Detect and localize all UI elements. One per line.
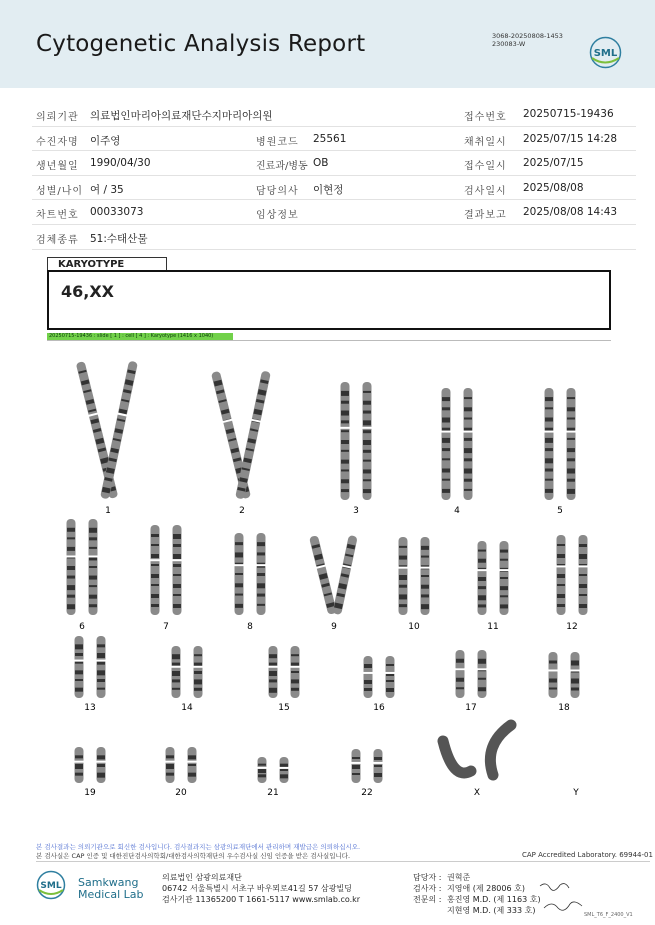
- chromosome-label-13: 13: [84, 703, 96, 713]
- chromosome-label-5: 5: [557, 506, 563, 516]
- staff-md1-value: 홍진영 M.D. (제 1163 호): [447, 895, 541, 904]
- chromosome-pair-15: [268, 646, 300, 713]
- chromosome-label-6: 6: [79, 622, 85, 632]
- staff-tester-label: 검사자 :: [413, 884, 442, 893]
- specimen-label: 검체종류: [36, 234, 79, 246]
- staff-md-label: 전문의 :: [413, 895, 442, 904]
- doctor-label: 담당의사: [256, 185, 299, 197]
- chromosome-label-18: 18: [558, 703, 570, 713]
- chromosome-pair-3: [340, 382, 372, 516]
- chromosome-label-3: 3: [353, 506, 359, 516]
- dob-label: 생년월일: [36, 161, 79, 173]
- chromosome-pair-22: [351, 749, 383, 798]
- institution-label: 의뢰기관: [36, 112, 79, 123]
- staff-md: [413, 894, 541, 905]
- staff-owner: [413, 872, 470, 883]
- chromosome-18-a: [549, 652, 558, 698]
- chromosome-pair-4: [441, 388, 473, 516]
- chromosome-X-a: [443, 741, 471, 773]
- dept-value: OB: [313, 157, 329, 170]
- chart-label: 차트번호: [36, 210, 79, 222]
- tested-label: 검사일시: [464, 185, 507, 197]
- clinical-label: 임상정보: [256, 210, 299, 222]
- chromosome-label-19: 19: [84, 788, 96, 798]
- signature-icon: [538, 880, 588, 914]
- org-address: 06742 서울특별시 서초구 바우뫼로41길 57 삼광빌딩: [162, 884, 352, 893]
- chromosome-pair-5: [544, 388, 576, 516]
- reported-label: 결과보고: [464, 210, 507, 222]
- document-id-line1: 3068-20250808-1453: [492, 32, 563, 40]
- chart-value: 00033073: [90, 206, 144, 219]
- doctor-value: 이현정: [313, 183, 344, 196]
- chromosome-label-16: 16: [373, 703, 385, 713]
- chromosome-pair-8: [234, 533, 266, 632]
- collected-label: 채취일시: [464, 136, 507, 148]
- staff-md2-value: 지현영 M.D. (제 333 호): [447, 906, 536, 915]
- brand-name-line2: Medical Lab: [78, 888, 144, 901]
- chromosome-17-a: [456, 650, 465, 698]
- karyotype-result: 46,XX: [61, 282, 115, 301]
- chromosome-pair-14: [171, 646, 203, 713]
- chromosome-label-Y: Y: [573, 788, 579, 798]
- chromosome-label-9: 9: [331, 622, 337, 632]
- chromosome-7-a: [151, 525, 160, 615]
- chromosome-label-2: 2: [239, 506, 245, 516]
- tested-value: 2025/08/08: [523, 181, 584, 194]
- chromosome-5-b: [567, 388, 576, 500]
- chromosome-label-10: 10: [408, 622, 420, 632]
- chromosome-label-14: 14: [181, 703, 193, 713]
- chromosome-pair-17: [455, 650, 487, 713]
- karyotype-heading: KARYOTYPE: [47, 257, 167, 270]
- chromosome-pair-2: [210, 370, 271, 516]
- patient-value: 이주영: [90, 134, 121, 147]
- sex-age-label: 성별/나이: [36, 185, 84, 197]
- dob-value: 1990/04/30: [90, 157, 151, 170]
- chromosome-pair-X: [443, 725, 511, 798]
- chromosome-pair-11: [477, 541, 509, 632]
- received-label: 접수일시: [464, 161, 507, 173]
- org-contact: 검사기관 11365200 T 1661-5117 www.smlab.co.kr: [162, 895, 361, 904]
- received-value: 2025/07/15: [523, 157, 584, 170]
- collected-value: 2025/07/15 14:28: [523, 132, 618, 145]
- chromosome-pair-1: [75, 360, 138, 516]
- chromosome-label-1: 1: [105, 506, 111, 516]
- cap-accreditation: CAP Accredited Laboratory. 69944-01: [522, 851, 653, 859]
- brand-name-line1: Samkwang: [78, 876, 139, 889]
- chromosome-pair-20: [165, 747, 197, 798]
- karyogram-caption: 20250715-19436 : slide [ 1 ] : cell [ 4 ] : Karyotype (1416 x 1040): [47, 333, 233, 340]
- accreditation-notice: 본 검사실은 CAP 인증 및 대한진단검사의학회/대한검사의학재단의 우수검사실 신임 인증을 받은 검사실입니다.: [36, 852, 351, 860]
- footer-divider: [36, 861, 650, 862]
- chromosome-pair-12: [556, 535, 588, 632]
- chromosome-label-11: 11: [487, 622, 499, 632]
- chromosome-16-a: [364, 656, 373, 698]
- chromosome-label-22: 22: [361, 788, 373, 798]
- chromosome-label-12: 12: [566, 622, 578, 632]
- staff-owner-label: 담당자 :: [413, 873, 442, 882]
- patient-label: 수진자명: [36, 136, 79, 148]
- staff-owner-value: 권혁준: [447, 873, 471, 882]
- institution-value: 의료법인마리아의료재단수지마리아의원: [90, 110, 273, 122]
- form-code: SML_T6_F_2400_V1: [584, 912, 633, 918]
- chromosome-X-b: [490, 725, 511, 775]
- footer-logo-text: SML: [40, 881, 62, 891]
- chromosome-label-4: 4: [454, 506, 460, 516]
- staff-tester-value: 지영애 (제 28006 호): [447, 884, 525, 893]
- chromosome-label-15: 15: [278, 703, 290, 713]
- chromosome-label-X: X: [473, 788, 481, 798]
- chromosome-4-a: [442, 388, 451, 500]
- chromosome-pair-16: [363, 656, 395, 713]
- chromosome-label-17: 17: [465, 703, 477, 713]
- result-notice: 본 검사결과는 의뢰기관으로 회신한 검사입니다. 검사결과지는 삼광의료재단에서 관리하며 재발급은 의뢰하십시오.: [36, 843, 361, 851]
- report-title: Cytogenetic Analysis Report: [36, 31, 366, 57]
- samkwang-logo-icon: [36, 870, 66, 900]
- chromosome-pair-7: [150, 525, 182, 632]
- chromosome-label-8: 8: [247, 622, 253, 632]
- specimen-value: 51:수태산물: [90, 232, 148, 245]
- chromosome-label-20: 20: [175, 788, 187, 798]
- dept-label: 진료과/병동: [256, 161, 308, 173]
- sml-logo-text: SML: [593, 48, 618, 59]
- org-name: 의료법인 삼광의료재단: [162, 873, 242, 882]
- hospital-code-value: 25561: [313, 132, 347, 145]
- receipt-no-label: 접수번호: [464, 112, 507, 123]
- receipt-no-value: 20250715-19436: [523, 108, 614, 120]
- document-id-line2: 230083-W: [492, 40, 526, 48]
- chromosome-5-a: [545, 388, 554, 500]
- chromosome-label-21: 21: [267, 788, 279, 798]
- chromosome-pair-6: [66, 519, 98, 632]
- chromosome-pair-9: [308, 535, 358, 632]
- chromosome-pair-13: [74, 636, 106, 713]
- chromosome-pair-Y: [572, 788, 579, 798]
- sex-age-value: 여 / 35: [90, 183, 124, 196]
- chromosome-pair-21: [257, 757, 289, 798]
- reported-value: 2025/08/08 14:43: [523, 206, 618, 219]
- hospital-code-label: 병원코드: [256, 136, 299, 148]
- chromosome-pair-10: [398, 537, 430, 632]
- staff-md2: [413, 905, 535, 916]
- chromosome-18-b: [571, 652, 580, 698]
- staff-tester: [413, 883, 525, 894]
- chromosome-label-7: 7: [163, 622, 169, 632]
- chromosome-pair-19: [74, 747, 106, 798]
- chromosome-4-b: [464, 388, 473, 500]
- chromosome-pair-18: [548, 652, 580, 713]
